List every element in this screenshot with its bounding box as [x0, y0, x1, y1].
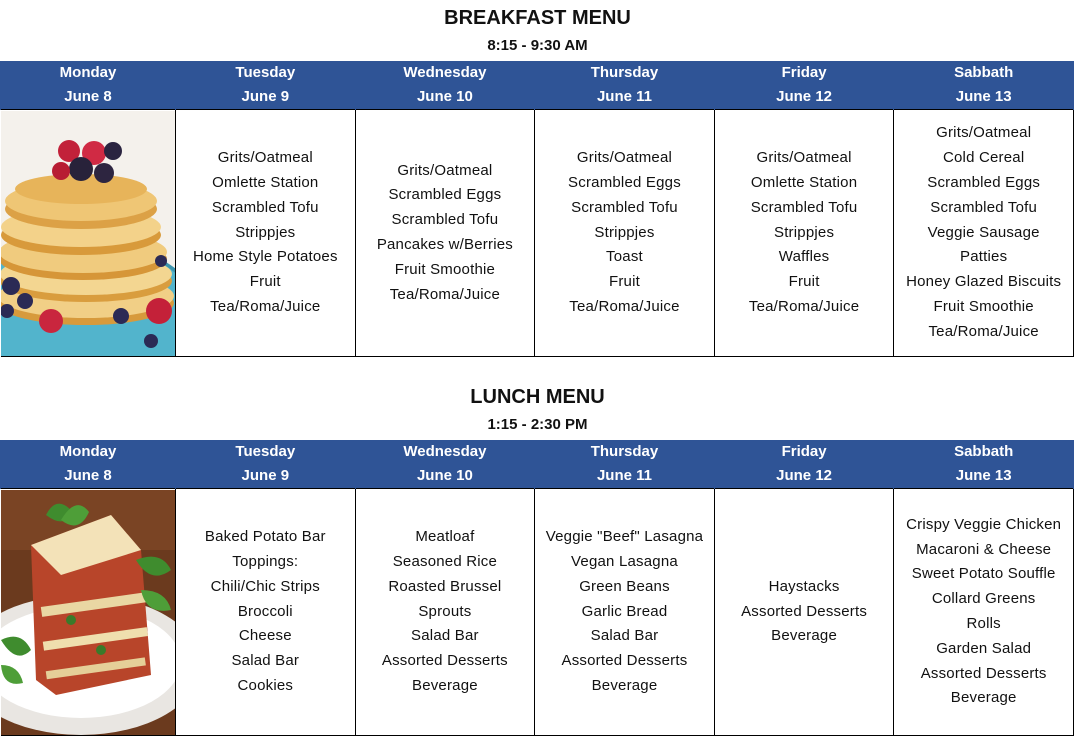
menu-item: Grits/Oatmeal	[576, 149, 673, 167]
menu-item: Fruit	[608, 273, 640, 291]
day-name: Wednesday	[403, 64, 487, 81]
lunch-list-friday	[715, 575, 894, 649]
menu-item: Green Beans	[579, 577, 670, 595]
menu-item: Tea/Roma/Juice	[569, 297, 680, 315]
day-name: Tuesday	[235, 64, 296, 81]
day-date: June 10	[416, 467, 473, 484]
menu-item: Collard Greens	[931, 590, 1036, 608]
menu-item: Omlette Station	[750, 174, 858, 191]
menu-item: Meatloaf	[415, 528, 475, 546]
menu-item: Beverage	[771, 627, 837, 645]
menu-item: Scrambled Tofu	[930, 198, 1038, 216]
lunch-header-wednesday	[355, 440, 535, 489]
breakfast-items-row	[1, 110, 1074, 357]
breakfast-header-wednesday	[355, 61, 535, 110]
lunch-menu-thursday	[535, 489, 715, 736]
menu-item: Garden Salad	[936, 639, 1032, 657]
menu-item: Grits/Oatmeal	[936, 124, 1032, 142]
menu-item: Assorted Desserts	[920, 664, 1047, 682]
menu-item: Crispy Veggie Chicken	[906, 515, 1062, 533]
lunch-list-sabbath	[894, 513, 1073, 711]
lunch-header-row	[1, 440, 1074, 489]
menu-item: Pancakes w/Berries	[376, 236, 513, 253]
breakfast-header-tuesday	[176, 61, 356, 110]
menu-item: Fruit	[249, 273, 281, 291]
breakfast-header-sabbath	[894, 61, 1074, 110]
lunch-list-thursday	[535, 525, 714, 699]
day-name: Tuesday	[235, 443, 296, 460]
menu-item: Waffles	[778, 248, 830, 266]
day-date: June 8	[64, 467, 112, 484]
breakfast-list-wednesday	[356, 159, 535, 308]
day-name: Wednesday	[403, 443, 487, 460]
day-date: June 9	[241, 88, 290, 105]
breakfast-list-sabbath	[894, 121, 1073, 344]
menu-item: Tea/Roma/Juice	[928, 322, 1039, 340]
menu-item: Tea/Roma/Juice	[389, 285, 501, 303]
breakfast-menu-wednesday	[355, 110, 535, 357]
lasagna-plate-photo	[1, 490, 176, 735]
menu-item: Roasted Brussel	[388, 577, 502, 595]
day-name: Friday	[781, 64, 827, 81]
day-date: June 12	[776, 467, 833, 484]
menu-item: Salad Bar	[231, 652, 300, 670]
day-name: Friday	[781, 443, 827, 460]
menu-item: Fruit Smoothie	[394, 260, 496, 278]
menu-item: Broccoli	[237, 602, 293, 620]
lunch-menu-title: LUNCH MENU	[470, 386, 605, 408]
menu-item: Omlette Station	[212, 174, 319, 191]
breakfast-header-friday	[714, 61, 894, 110]
lunch-menu-tuesday	[176, 489, 356, 736]
lunch-header-tuesday	[176, 440, 356, 489]
menu-item: Toppings:	[232, 553, 299, 570]
day-date: June 11	[596, 467, 652, 484]
day-name: Monday	[59, 64, 117, 81]
menu-item: Salad Bar	[590, 627, 659, 645]
lunch-header-monday	[1, 440, 176, 489]
pancakes-with-berries-photo	[1, 111, 176, 356]
menu-item: Assorted Desserts	[741, 602, 868, 620]
day-name: Thursday	[590, 64, 659, 81]
menu-item: Beverage	[411, 676, 478, 694]
breakfast-menu-tuesday	[176, 110, 356, 357]
menu-item: Haystacks	[768, 577, 840, 595]
breakfast-menu-title: BREAKFAST MENU	[444, 7, 631, 29]
menu-item: Grits/Oatmeal	[397, 161, 493, 179]
day-name: Sabbath	[954, 443, 1014, 460]
menu-item: Scrambled Tofu	[571, 198, 678, 216]
breakfast-list-tuesday	[176, 146, 355, 320]
menu-item: Cheese	[238, 627, 292, 645]
day-name: Thursday	[590, 443, 659, 460]
menu-item: Assorted Desserts	[561, 652, 688, 670]
menu-item: Strippjes	[235, 223, 296, 241]
menu-item: Veggie Sausage	[927, 223, 1040, 241]
breakfast-list-friday	[715, 146, 894, 320]
day-date: June 9	[241, 467, 290, 484]
menu-item: Seasoned Rice	[392, 553, 498, 570]
breakfast-menu-sabbath	[894, 110, 1074, 357]
breakfast-list-thursday	[535, 146, 714, 320]
menu-item: Sweet Potato Souffle	[911, 565, 1056, 583]
menu-item: Veggie "Beef" Lasagna	[545, 528, 704, 546]
menu-item: Strippjes	[594, 223, 655, 241]
day-name: Sabbath	[954, 64, 1014, 81]
menu-item: Scrambled Tofu	[211, 198, 319, 216]
day-date: June 11	[596, 88, 652, 105]
lunch-list-tuesday	[176, 525, 355, 699]
lunch-menu-wednesday	[355, 489, 535, 736]
day-name: Monday	[59, 443, 117, 460]
menu-item: Scrambled Eggs	[927, 174, 1041, 191]
menu-item: Scrambled Eggs	[568, 174, 681, 191]
menu-item: Home Style Potatoes	[192, 248, 338, 266]
lunch-header-thursday	[535, 440, 715, 489]
breakfast-photo-cell	[1, 110, 176, 357]
breakfast-header-thursday	[535, 61, 715, 110]
menu-item: Sprouts	[418, 602, 472, 620]
menu-item: Rolls	[966, 615, 1001, 632]
menu-item: Beverage	[591, 676, 658, 694]
menu-item: Chili/Chic Strips	[210, 577, 320, 595]
menu-item: Cold Cereal	[942, 149, 1025, 167]
menu-item: Assorted Desserts	[381, 652, 508, 670]
menu-item: Scrambled Tofu	[391, 211, 499, 229]
day-date: June 13	[955, 88, 1012, 105]
day-date: June 8	[64, 88, 112, 105]
breakfast-header-row	[1, 61, 1074, 110]
menu-item: Grits/Oatmeal	[756, 149, 852, 167]
menu-item: Scrambled Eggs	[388, 186, 502, 204]
menu-item: Baked Potato Bar	[204, 528, 326, 546]
day-date: June 10	[416, 88, 473, 105]
day-date: June 12	[776, 88, 833, 105]
breakfast-menu-thursday	[535, 110, 715, 357]
breakfast-menu-time: 8:15 - 9:30 AM	[487, 37, 588, 54]
lunch-menu-friday	[714, 489, 894, 736]
breakfast-header-monday	[1, 61, 176, 110]
menu-item: Fruit Smoothie	[933, 297, 1034, 315]
breakfast-menu-friday	[714, 110, 894, 357]
lunch-header-friday	[714, 440, 894, 489]
menu-item: Toast	[606, 248, 643, 266]
menu-item: Garlic Bread	[581, 602, 668, 620]
menu-item: Beverage	[950, 689, 1017, 707]
menu-item: Tea/Roma/Juice	[748, 297, 860, 315]
lunch-menu-sabbath	[894, 489, 1074, 736]
lunch-list-wednesday	[356, 525, 535, 699]
menu-item: Strippjes	[773, 223, 835, 241]
menu-item: Macaroni & Cheese	[916, 540, 1052, 558]
menu-item: Salad Bar	[411, 627, 479, 645]
menu-item: Honey Glazed Biscuits	[906, 273, 1062, 291]
lunch-photo-cell	[1, 489, 176, 736]
menu-item: Cookies	[237, 676, 294, 694]
menu-item: Grits/Oatmeal	[217, 149, 313, 167]
menu-item: Vegan Lasagna	[571, 553, 678, 570]
lunch-header-sabbath	[894, 440, 1074, 489]
menu-item: Tea/Roma/Juice	[210, 297, 321, 315]
menu-item: Scrambled Tofu	[750, 198, 858, 216]
lunch-items-row	[1, 489, 1074, 736]
day-date: June 13	[955, 467, 1012, 484]
menu-item: Fruit	[788, 273, 820, 291]
lunch-menu-table	[0, 440, 1074, 736]
breakfast-menu-table	[0, 61, 1074, 357]
lunch-menu-time: 1:15 - 2:30 PM	[487, 416, 588, 433]
menu-item: Patties	[960, 248, 1008, 266]
